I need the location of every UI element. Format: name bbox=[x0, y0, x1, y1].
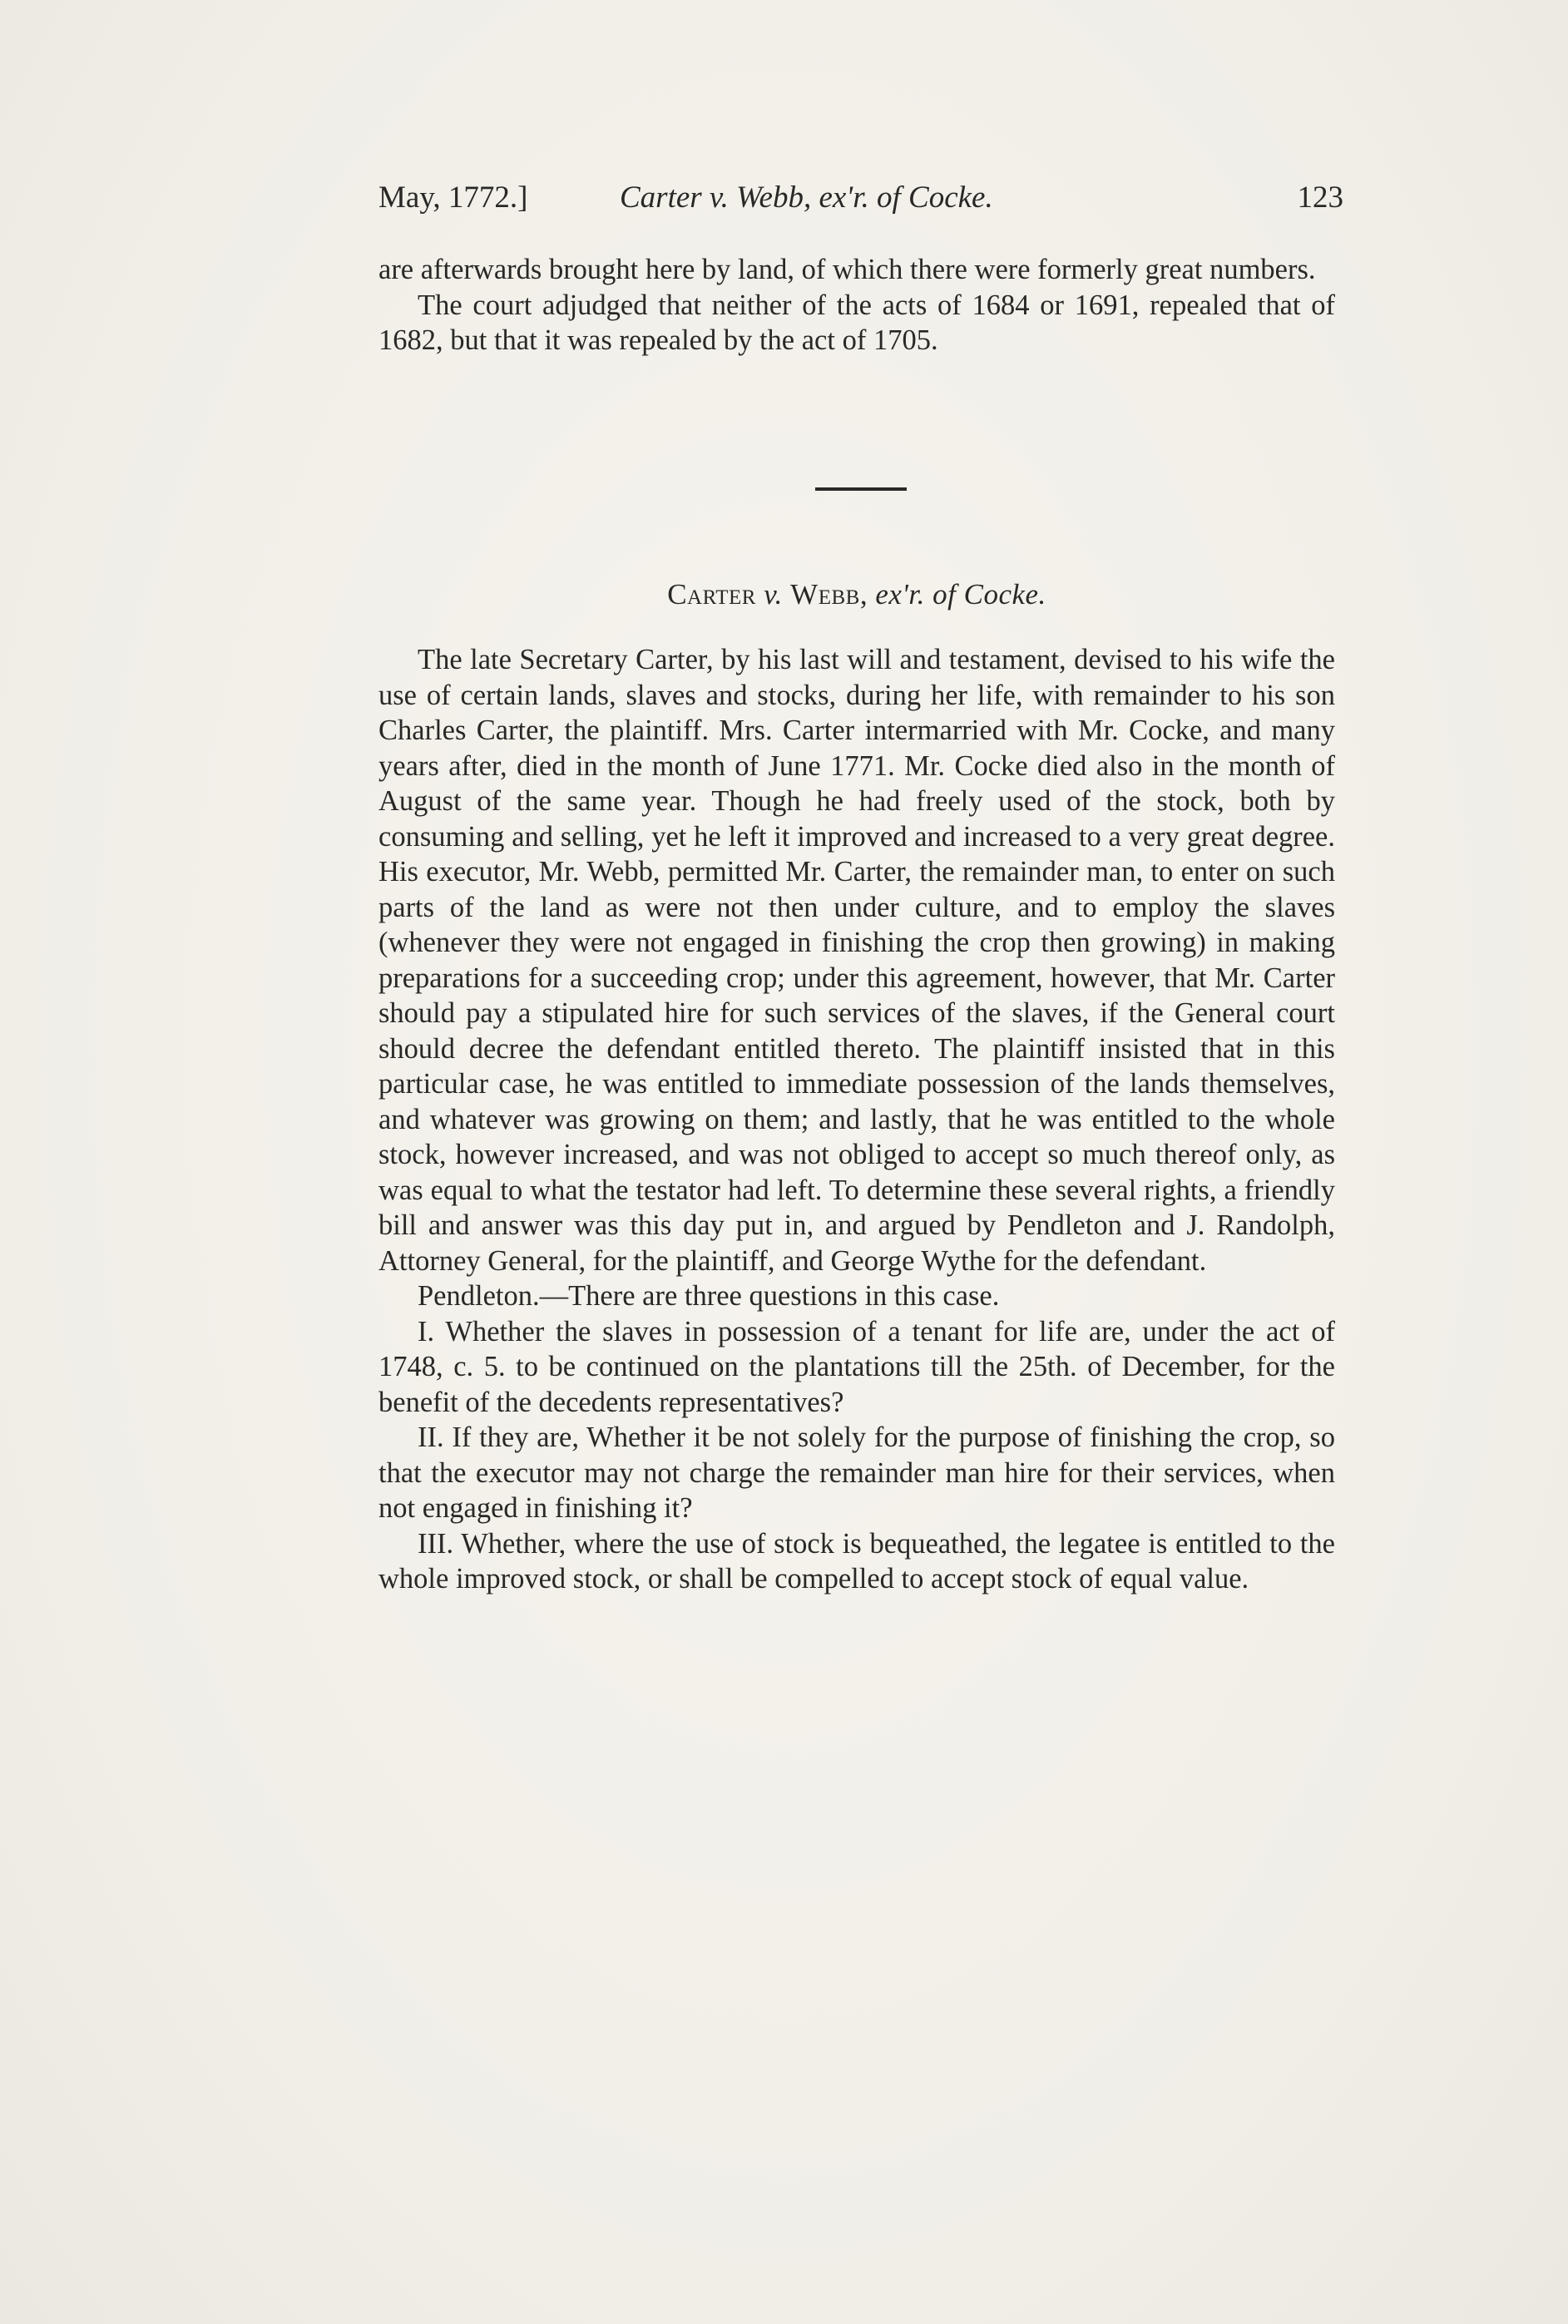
header-date: May, 1772.] bbox=[378, 180, 528, 215]
case-title-role: ex'r. of Cocke. bbox=[875, 578, 1046, 611]
case-title-versus: v. bbox=[764, 578, 783, 611]
running-header bbox=[378, 173, 1343, 223]
page-number: 123 bbox=[1297, 180, 1343, 215]
case-body bbox=[378, 642, 1335, 1597]
paragraph: III. Whether, where the use of stock is bequeathed, the legatee is entitled to the whole improved stock, or shall be compelled to accept stock of equal value. bbox=[378, 1527, 1335, 1595]
paragraph: are afterwards brought here by land, of which there were formerly great numbers. bbox=[378, 254, 1316, 285]
paragraph: The late Secretary Carter, by his last will and testament, devised to his wife the use of certain lands, slaves and stocks, during her life, with remainder to his son Charles Carter, the plaintiff. Mrs. Carter intermarried with Mr. Cocke, and many years after, died in the month of June 1771. Mr. Cocke died also in the month of August of the same year. Though he had freely used of the stock, both by consuming and selling, yet he left it improved and increased to a very great degree. His executor, Mr. Webb, permitted Mr. Carter, the remainder man, to enter on such parts of the land as were not then under culture, and to employ the slaves (whenever they were not engaged in finishing the crop then growing) in making preparations for a succeeding crop; under this agreement, however, that Mr. Carter should pay a stipulated hire for such services of the slaves, if the General court should decree the defendant entitled thereto. The plaintiff insisted that in this particular case, he was entitled to immediate possession of the lands themselves, and whatever was growing on them; and lastly, that he was entitled to the whole stock, however increased, and was not obliged to accept so much thereof only, as was equal to what the testator had left. To determine these several rights, a friendly bill and answer was this day put in, and argued by Pendleton and J. Randolph, Attorney General, for the plaintiff, and George Wythe for the defendant. bbox=[378, 644, 1335, 1277]
previous-case-ending bbox=[378, 252, 1335, 358]
paragraph: The court adjudged that neither of the acts of 1684 or 1691, repealed that of 1682, but that it was repealed by the act of 1705. bbox=[378, 289, 1335, 356]
header-running-title: Carter v. Webb, ex'r. of Cocke. bbox=[620, 180, 993, 215]
paragraph: II. If they are, Whether it be not solely for the purpose of finishing the crop, so that the executor may not charge the remainder man hire for their services, when not engaged in finishing it? bbox=[378, 1422, 1335, 1524]
section-divider bbox=[815, 487, 907, 491]
case-title-plaintiff: Carter bbox=[667, 578, 756, 611]
case-title-defendant: Webb, bbox=[790, 578, 868, 611]
paragraph: Pendleton.—There are three questions in this case. bbox=[418, 1280, 1000, 1312]
paragraph: I. Whether the slaves in possession of a tenant for life are, under the act of 1748, c. 5. to be continued on the plantations till the 25th. of December, for the benefit of the decedents representatives? bbox=[378, 1315, 1335, 1418]
case-title bbox=[378, 574, 1335, 616]
